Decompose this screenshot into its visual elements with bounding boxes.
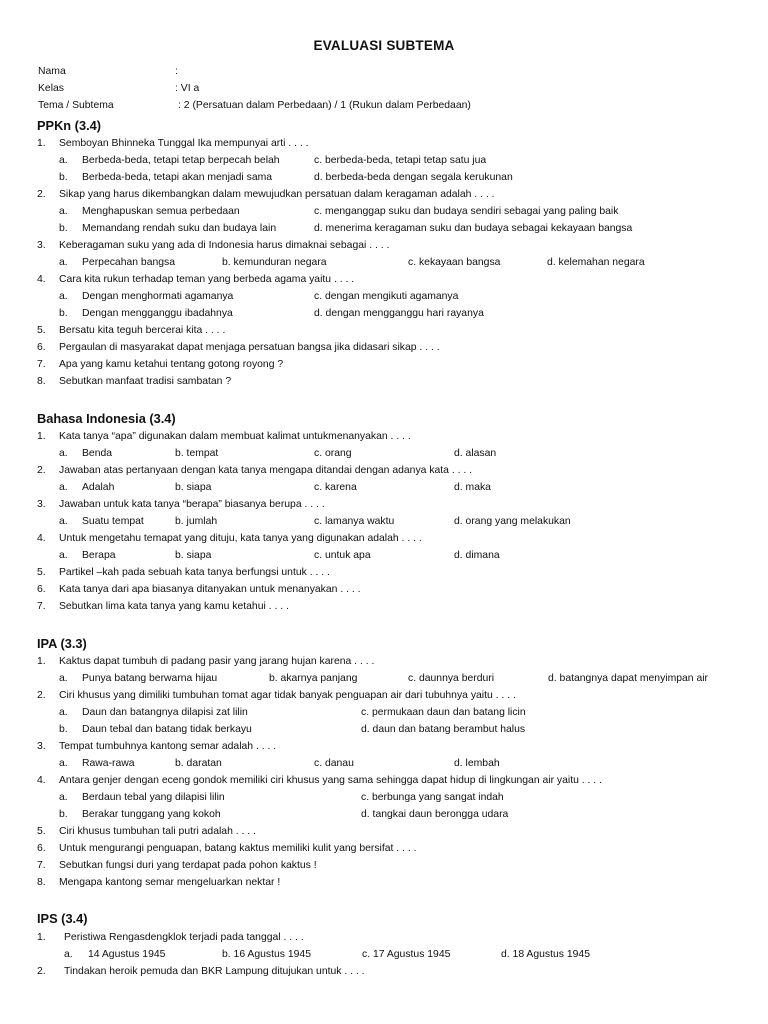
option-letter: a. [59, 155, 68, 166]
option-text: c. untuk apa [314, 550, 371, 561]
section-title-ppkn [0, 118, 768, 135]
option-text: d. alasan [454, 448, 497, 459]
question-number: 5. [37, 567, 46, 578]
question-number: 1. [37, 138, 46, 149]
question [0, 690, 768, 707]
option-row [0, 516, 768, 533]
question [0, 325, 768, 342]
option-text: Adalah [82, 482, 115, 493]
option-row [0, 257, 768, 274]
question [0, 342, 768, 359]
option-text: Dengan mengganggu ibadahnya [82, 308, 233, 319]
option-text: Berapa [82, 550, 116, 561]
option-row [0, 482, 768, 499]
option-text: Perpecahan bangsa [82, 257, 176, 268]
section-title-bahasa-indonesia [0, 411, 768, 428]
option-text: c. 17 Agustus 1945 [362, 949, 451, 960]
question-number: 2. [37, 690, 46, 701]
option-text: c. permukaan daun dan batang licin [361, 707, 526, 718]
question-number: 5. [37, 325, 46, 336]
option-row [0, 724, 768, 741]
option-text: c. danau [314, 758, 354, 769]
header-row-kelas [0, 83, 768, 100]
option-letter: b. [59, 172, 68, 183]
option-text: Berdaun tebal yang dilapisi lilin [82, 792, 225, 803]
question [0, 966, 768, 983]
option-text: d. maka [454, 482, 491, 493]
option-text: d. batangnya dapat menyimpan air [548, 673, 709, 684]
option-text: c. orang [314, 448, 352, 459]
option-text: Rawa-rawa [82, 758, 135, 769]
option-text: c. daunnya berduri [408, 673, 495, 684]
question-text: Partikel –kah pada sebuah kata tanya berfungsi untuk . . . . [59, 567, 330, 578]
question-text: Kaktus dapat tumbuh di padang pasir yang jarang hujan karena . . . . [59, 656, 375, 667]
option-text: Berakar tunggang yang kokoh [82, 809, 221, 820]
option-letter: a. [59, 550, 68, 561]
header-value: : VI a [175, 83, 200, 94]
option-letter: a. [59, 673, 68, 684]
question-text: Ciri khusus tumbuhan tali putri adalah . . . . [59, 826, 256, 837]
option-text: b. tempat [175, 448, 219, 459]
question-number: 6. [37, 843, 46, 854]
header-row-nama [0, 66, 768, 83]
question-text: Jawaban atas pertanyaan dengan kata tanya mengapa ditandai dengan adanya kata . . . . [59, 465, 473, 476]
question-number: 7. [37, 359, 46, 370]
header-label: Tema / Subtema [38, 100, 114, 111]
header-label: Nama [38, 66, 66, 77]
option-text: Menghapuskan semua perbedaan [82, 206, 240, 217]
question-number: 1. [37, 431, 46, 442]
option-row [0, 206, 768, 223]
question-number: 7. [37, 860, 46, 871]
option-row [0, 673, 768, 690]
question-number: 4. [37, 775, 46, 786]
option-text: d. daun dan batang berambut halus [361, 724, 526, 735]
question-text: Keberagaman suku yang ada di Indonesia harus dimaknai sebagai . . . . [59, 240, 390, 251]
question-text: Sikap yang harus dikembangkan dalam mewujudkan persatuan dalam keragaman adalah . . . . [59, 189, 495, 200]
question-number: 3. [37, 499, 46, 510]
question-number: 8. [37, 376, 46, 387]
question-text: Sebutkan manfaat tradisi sambatan ? [59, 376, 232, 387]
question [0, 584, 768, 601]
question [0, 376, 768, 393]
option-text: d. dengan mengganggu hari rayanya [314, 308, 484, 319]
question-number: 4. [37, 274, 46, 285]
question [0, 843, 768, 860]
question-text: Kata tanya dari apa biasanya ditanyakan untuk menanyakan . . . . [59, 584, 361, 595]
section-title-ipa [0, 636, 768, 653]
question-number: 3. [37, 741, 46, 752]
option-text: Punya batang berwarna hijau [82, 673, 218, 684]
question-number: 6. [37, 342, 46, 353]
question-text: Mengapa kantong semar mengeluarkan nektar ! [59, 877, 281, 888]
option-text: Dengan menghormati agamanya [82, 291, 234, 302]
option-row [0, 758, 768, 775]
option-letter: b. [59, 724, 68, 735]
question [0, 741, 768, 758]
option-text: c. dengan mengikuti agamanya [314, 291, 459, 302]
option-text: c. lamanya waktu [314, 516, 395, 527]
question [0, 533, 768, 550]
option-letter: a. [64, 949, 73, 960]
option-row [0, 550, 768, 567]
option-text: b. siapa [175, 550, 212, 561]
option-row [0, 792, 768, 809]
header-label: Kelas [38, 83, 64, 94]
option-row [0, 291, 768, 308]
question [0, 274, 768, 291]
question-text: Cara kita rukun terhadap teman yang berbeda agama yaitu . . . . [59, 274, 355, 285]
question-number: 2. [37, 189, 46, 200]
option-text: 14 Agustus 1945 [88, 949, 166, 960]
option-text: Berbeda-beda, tetapi tetap berpecah belah [82, 155, 280, 166]
option-text: d. orang yang melakukan [454, 516, 571, 527]
question [0, 189, 768, 206]
option-letter: b. [59, 223, 68, 234]
option-text: c. berbunga yang sangat indah [361, 792, 504, 803]
question-text: Apa yang kamu ketahui tentang gotong royong ? [59, 359, 284, 370]
question [0, 567, 768, 584]
header-value: : 2 (Persatuan dalam Perbedaan) / 1 (Rukun dalam Perbedaan) [178, 100, 471, 111]
question [0, 499, 768, 516]
question-number: 2. [37, 465, 46, 476]
document-title: EVALUASI SUBTEMA [313, 38, 455, 53]
option-text: Suatu tempat [82, 516, 144, 527]
option-letter: a. [59, 448, 68, 459]
option-letter: a. [59, 707, 68, 718]
question [0, 240, 768, 257]
option-text: d. menerima keragaman suku dan budaya sebagai kekayaan bangsa [314, 223, 633, 234]
option-letter: a. [59, 482, 68, 493]
question-text: Semboyan Bhinneka Tunggal Ika mempunyai arti . . . . [59, 138, 309, 149]
option-text: d. berbeda-beda dengan segala kerukunan [314, 172, 513, 183]
option-letter: a. [59, 758, 68, 769]
option-letter: a. [59, 257, 68, 268]
question-text: Antara genjer dengan eceng gondok memiliki ciri khusus yang sama sehingga dapat hidup di lingkungan air yaitu . . . . [59, 775, 602, 786]
question-text: Bersatu kita teguh bercerai kita . . . . [59, 325, 226, 336]
question [0, 775, 768, 792]
question-text: Jawaban untuk kata tanya “berapa” biasanya berupa . . . . [59, 499, 325, 510]
question-text: Untuk mengurangi penguapan, batang kaktus memiliki kulit yang bersifat . . . . [59, 843, 417, 854]
section-title-text: IPS (3.4) [37, 911, 88, 926]
option-text: Berbeda-beda, tetapi akan menjadi sama [82, 172, 273, 183]
section-title-ips [0, 911, 768, 928]
option-text: b. daratan [175, 758, 222, 769]
option-text: c. menganggap suku dan budaya sendiri sebagai yang paling baik [314, 206, 619, 217]
section-title-text: Bahasa Indonesia (3.4) [37, 411, 176, 426]
question-number: 1. [37, 656, 46, 667]
option-row [0, 448, 768, 465]
option-text: Benda [82, 448, 113, 459]
question-number: 4. [37, 533, 46, 544]
option-text: Memandang rendah suku dan budaya lain [82, 223, 277, 234]
option-row [0, 707, 768, 724]
question-text: Tindakan heroik pemuda dan BKR Lampung ditujukan untuk . . . . [64, 966, 365, 977]
option-text: d. kelemahan negara [547, 257, 645, 268]
option-letter: a. [59, 206, 68, 217]
option-text: Daun tebal dan batang tidak berkayu [82, 724, 252, 735]
option-row [0, 172, 768, 189]
question-number: 1. [37, 932, 46, 943]
question-text: Sebutkan fungsi duri yang terdapat pada pohon kaktus ! [59, 860, 317, 871]
section-title-text: PPKn (3.4) [37, 118, 101, 133]
header-row-tema [0, 100, 768, 117]
question [0, 877, 768, 894]
option-letter: a. [59, 291, 68, 302]
option-row [0, 223, 768, 240]
question [0, 601, 768, 618]
option-letter: b. [59, 308, 68, 319]
question-number: 5. [37, 826, 46, 837]
option-row [0, 155, 768, 172]
option-text: d. dimana [454, 550, 500, 561]
option-text: d. tangkai daun berongga udara [361, 809, 509, 820]
question [0, 431, 768, 448]
question [0, 932, 768, 949]
question-text: Kata tanya “apa” digunakan dalam membuat kalimat untukmenanyakan . . . . [59, 431, 411, 442]
question [0, 826, 768, 843]
option-letter: b. [59, 809, 68, 820]
question [0, 359, 768, 376]
option-text: d. 18 Agustus 1945 [501, 949, 590, 960]
header-value: : [175, 66, 178, 77]
question-text: Tempat tumbuhnya kantong semar adalah . . . . [59, 741, 277, 752]
question-text: Untuk mengetahu temapat yang dituju, kata tanya yang digunakan adalah . . . . [59, 533, 422, 544]
question [0, 860, 768, 877]
option-text: Daun dan batangnya dilapisi zat lilin [82, 707, 248, 718]
section-title-text: IPA (3.3) [37, 636, 87, 651]
option-text: b. akarnya panjang [269, 673, 358, 684]
question-text: Sebutkan lima kata tanya yang kamu ketahui . . . . [59, 601, 289, 612]
option-row [0, 308, 768, 325]
question-number: 6. [37, 584, 46, 595]
option-text: c. berbeda-beda, tetapi tetap satu jua [314, 155, 487, 166]
option-letter: a. [59, 792, 68, 803]
question-number: 7. [37, 601, 46, 612]
option-text: b. 16 Agustus 1945 [222, 949, 311, 960]
option-text: c. karena [314, 482, 357, 493]
question-number: 8. [37, 877, 46, 888]
option-text: b. kemunduran negara [222, 257, 327, 268]
option-text: b. siapa [175, 482, 212, 493]
option-letter: a. [59, 516, 68, 527]
option-text: d. lembah [454, 758, 500, 769]
question-number: 3. [37, 240, 46, 251]
option-text: c. kekayaan bangsa [408, 257, 501, 268]
question-text: Ciri khusus yang dimiliki tumbuhan tomat agar tidak banyak penguapan air dari tubuhnya yaitu . . . . [59, 690, 516, 701]
question-number: 2. [37, 966, 46, 977]
question [0, 138, 768, 155]
question-text: Peristiwa Rengasdengklok terjadi pada tanggal . . . . [64, 932, 304, 943]
question-text: Pergaulan di masyarakat dapat menjaga persatuan bangsa jika didasari sikap . . . . [59, 342, 440, 353]
question [0, 656, 768, 673]
option-row [0, 949, 768, 966]
option-text: b. jumlah [175, 516, 218, 527]
option-row [0, 809, 768, 826]
question [0, 465, 768, 482]
